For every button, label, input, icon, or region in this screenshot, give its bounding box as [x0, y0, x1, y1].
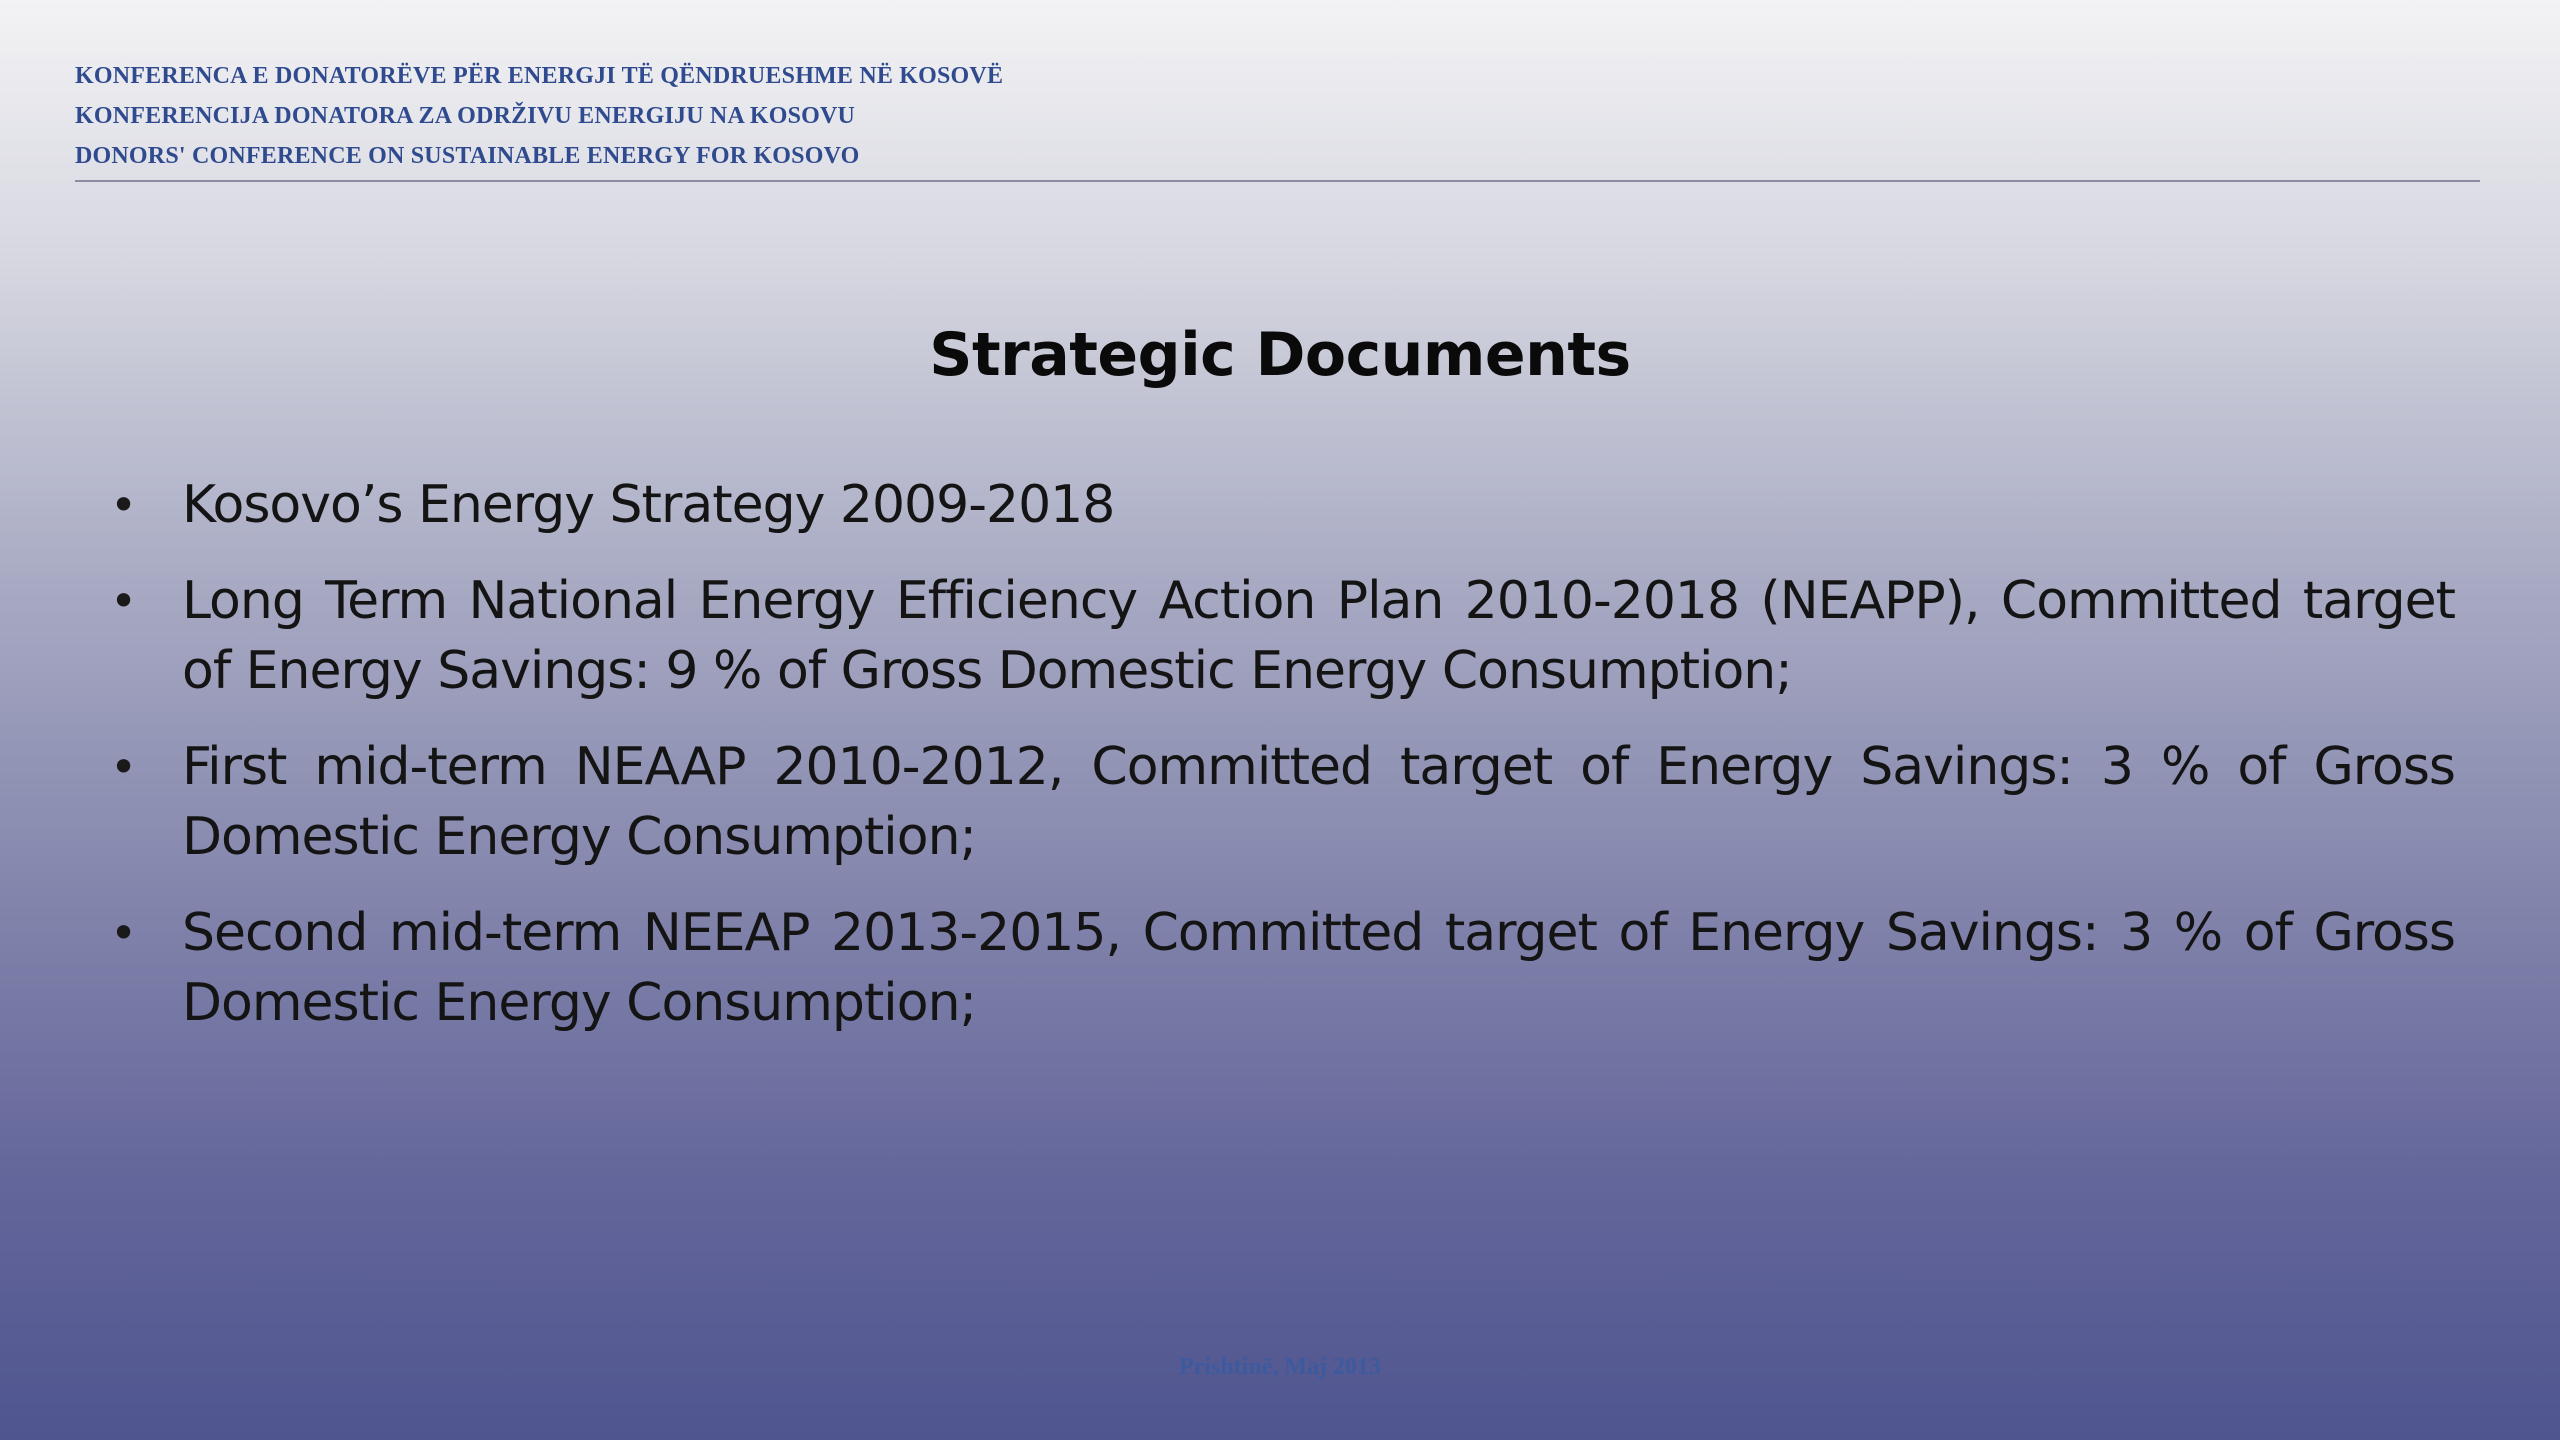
bullet-icon: •	[110, 740, 137, 794]
bullet-icon: •	[110, 478, 137, 532]
header-line-serbian: KONFERENCIJA DONATORA ZA ODRŽIVU ENERGIJU NA KOSOVU	[75, 103, 856, 129]
bullet-text: Long Term National Energy Efficiency Action Plan 2010-2018 (NEAPP), Committed target of Energy Savings: 9 % of Gross Domestic Energy Consumption;	[182, 571, 2455, 701]
bullet-item-first-mid-term	[100, 732, 2455, 872]
header-line-albanian: KONFERENCA E DONATORËVE PËR ENERGJI TË QËNDRUESHME NË KOSOVË	[75, 63, 1004, 89]
bullet-item-energy-strategy	[100, 470, 2455, 540]
bullet-text: Kosovo’s Energy Strategy 2009-2018	[182, 475, 1115, 535]
bullet-item-second-mid-term	[100, 898, 2455, 1038]
bullet-text: First mid-term NEAAP 2010-2012, Committed target of Energy Savings: 3 % of Gross Domestic Energy Consumption;	[182, 737, 2455, 867]
bullet-icon: •	[110, 906, 137, 960]
slide-title: Strategic Documents	[929, 320, 1631, 390]
slide-footer: Prishtinë, Maj 2013	[1179, 1354, 1381, 1380]
bullet-icon: •	[110, 574, 137, 628]
conference-header	[75, 56, 1003, 176]
header-divider	[75, 180, 2480, 182]
bullet-text: Second mid-term NEEAP 2013-2015, Committed target of Energy Savings: 3 % of Gross Domestic Energy Consumption;	[182, 903, 2455, 1033]
bullet-list	[100, 470, 2455, 1064]
header-line-english: DONORS' CONFERENCE ON SUSTAINABLE ENERGY FOR KOSOVO	[75, 143, 860, 169]
bullet-item-long-term-plan	[100, 566, 2455, 706]
